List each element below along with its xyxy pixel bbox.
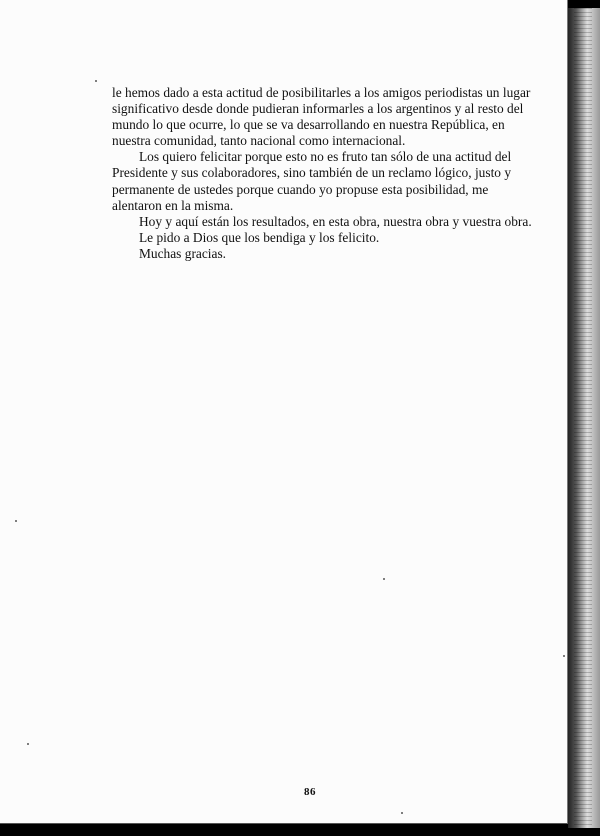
paragraph-4: Le pido a Dios que los bendiga y los felicito.: [139, 229, 380, 245]
scan-speck: [27, 743, 29, 745]
scan-speck: [563, 655, 565, 657]
paragraph-2: Los quiero felicitar porque esto no es fruto tan sólo de una actitud del Presidente y sus colaboradores, sino también de un reclamo lógico, justo y permanente de ustedes porque cuando yo propuse esta posibilidad, me alentaron en la misma.: [112, 149, 512, 213]
paragraph-1: le hemos dado a esta actitud de posibilitarles a los amigos periodistas un lugar significativo desde donde pudieran informarles a los argentinos y al resto del mundo lo que ocurre, lo que se va desarrollando en nuestra República, en nuestra comunidad, tanto nacional como internacional.: [112, 85, 531, 149]
scan-speck: [95, 80, 97, 82]
page-number: 86: [304, 786, 316, 798]
paragraph-5: Muchas gracias.: [139, 245, 227, 261]
scanned-page-edge: [568, 8, 600, 828]
scan-speck: [383, 578, 385, 580]
body-text: [112, 85, 532, 262]
paragraph-3: Hoy y aquí están los resultados, en esta obra, nuestra obra y vuestra obra.: [139, 213, 532, 229]
scan-speck: [15, 520, 17, 522]
scan-speck: [401, 812, 403, 814]
